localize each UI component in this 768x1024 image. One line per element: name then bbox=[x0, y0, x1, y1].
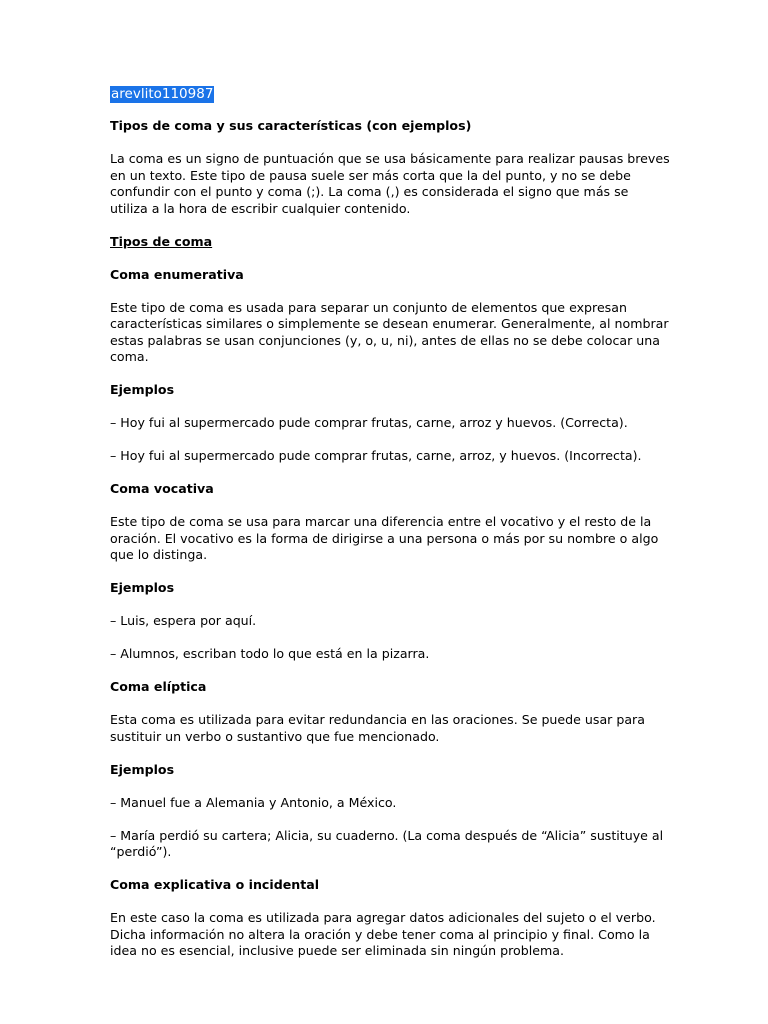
section-heading-explicativa: Coma explicativa o incidental bbox=[110, 877, 320, 892]
intro-paragraph: La coma es un signo de puntuación que se usa básicamente para realizar pausas breves en un texto. Este tipo de pausa suele ser más corta que la del punto, y no se debe confundir con el punto y coma (;). La coma (,) es considerada el signo que más se utiliza a la hora de escribir cualquier contenido. bbox=[110, 151, 670, 216]
section-body-vocativa: Este tipo de coma se usa para marcar una diferencia entre el vocativo y el resto de la oración. El vocativo es la forma de dirigirse a una persona o más por su nombre o algo que lo distinga. bbox=[110, 514, 659, 562]
section-heading-enumerativa: Coma enumerativa bbox=[110, 266, 244, 282]
section-body-explicativa: En este caso la coma es utilizada para agregar datos adicionales del sujeto o el verbo. Dicha información no altera la oración y debe tener coma al principio y final. Como la idea no es esencial, inclusive puede ser eliminada sin ningún problema. bbox=[110, 910, 656, 958]
example-enumerativa-incorrect: – Hoy fui al supermercado pude comprar frutas, carne, arroz, y huevos. (Incorrecta). bbox=[110, 448, 642, 463]
examples-heading-vocativa: Ejemplos bbox=[110, 580, 175, 595]
example-vocativa-2: – Alumnos, escriban todo lo que está en la pizarra. bbox=[110, 646, 430, 661]
example-enumerativa-correct: – Hoy fui al supermercado pude comprar frutas, carne, arroz y huevos. (Correcta). bbox=[110, 415, 628, 430]
section-heading-vocativa: Coma vocativa bbox=[110, 481, 214, 496]
examples-heading-eliptica: Ejemplos bbox=[110, 761, 175, 777]
example-vocativa-1: – Luis, espera por aquí. bbox=[110, 613, 257, 628]
examples-heading-enumerativa: Ejemplos bbox=[110, 382, 175, 397]
section-body-enumerativa: Este tipo de coma es usada para separar un conjunto de elementos que expresan características similares o simplemente se desean enumerar. Generalmente, al nombrar estas palabras se usan conjunciones (y, o, u, ni), antes de ellas no se debe colocar una coma. bbox=[110, 299, 669, 364]
document-page bbox=[110, 86, 670, 976]
example-eliptica-1: – Manuel fue a Alemania y Antonio, a México. bbox=[110, 794, 397, 810]
section-heading-eliptica: Coma elíptica bbox=[110, 679, 207, 694]
document-title: Tipos de coma y sus características (con ejemplos) bbox=[110, 118, 472, 133]
types-heading: Tipos de coma bbox=[110, 233, 213, 249]
section-body-eliptica: Esta coma es utilizada para evitar redundancia en las oraciones. Se puede usar para sustituir un verbo o sustantivo que fue mencionado. bbox=[110, 712, 645, 744]
example-eliptica-2: – María perdió su cartera; Alicia, su cuaderno. (La coma después de “Alicia” sustituye al “perdió”). bbox=[110, 827, 664, 859]
author-username-highlight[interactable]: arevlito110987 bbox=[111, 86, 214, 102]
